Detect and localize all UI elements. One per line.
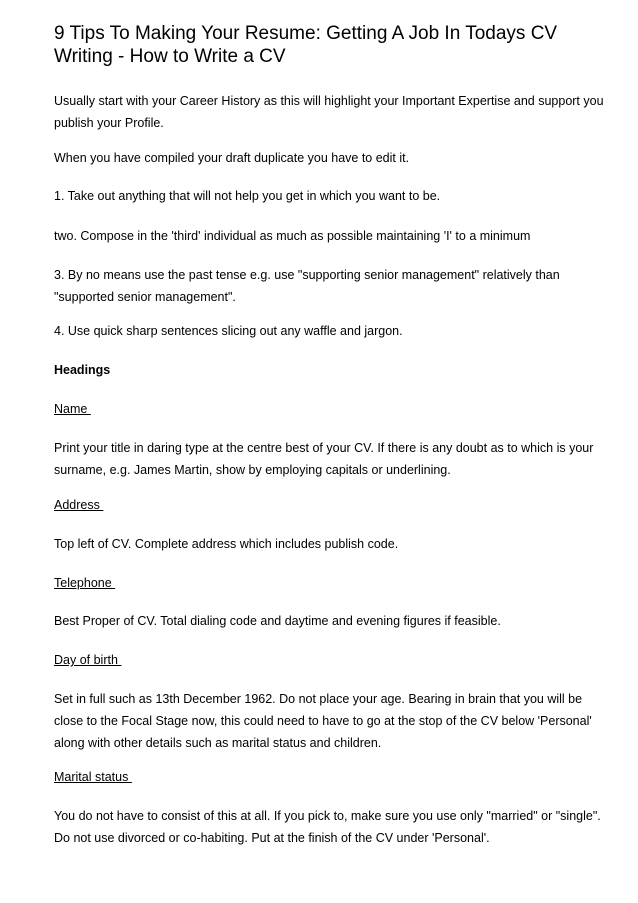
section-text-marital: You do not have to consist of this at all. If you pick to, make sure you use only "married" or "single". Do not use divorced or co-habiting. Put at the finish of the CV under 'Personal'. [54, 809, 601, 845]
section-heading-address [54, 494, 614, 516]
section-text-birth: Set in full such as 13th December 1962. Do not place your age. Bearing in brain that you will be close to the Focal Stage now, this could need to have to go at the stop of the CV below 'Personal' along with other details such as marital status and children. [54, 692, 592, 750]
draft-paragraph: When you have compiled your draft duplicate you have to edit it. [54, 151, 410, 165]
section-text-telephone: Best Proper of CV. Total dialing code and daytime and evening figures if feasible. [54, 614, 501, 628]
section-text-name: Print your title in daring type at the centre best of your CV. If there is any doubt as to which is your surname, e.g. James Martin, show by employing capitals or underlining. [54, 441, 594, 477]
marital-heading-text: Marital status [54, 770, 132, 784]
section-text-address: Top left of CV. Complete address which includes publish code. [54, 537, 399, 551]
address-heading-text: Address [54, 498, 104, 512]
section-heading-birth [54, 649, 614, 671]
intro-paragraph: Usually start with your Career History as this will highlight your Important Expertise and support you publish your Profile. [54, 94, 604, 130]
tip-1: 1. Take out anything that will not help you get in which you want to be. [54, 189, 441, 203]
tip-2: two. Compose in the 'third' individual as much as possible maintaining 'I' to a minimum [54, 229, 531, 243]
tip-3: 3. By no means use the past tense e.g. use "supporting senior management" relatively than "supported senior management". [54, 268, 560, 304]
document-title: 9 Tips To Making Your Resume: Getting A Job In Todays CV Writing - How to Write a CV [54, 23, 558, 67]
headings-label: Headings [54, 363, 111, 377]
section-heading-name [54, 398, 614, 420]
tip-4: 4. Use quick sharp sentences slicing out any waffle and jargon. [54, 324, 403, 338]
section-heading-telephone [54, 572, 614, 594]
telephone-heading-text: Telephone [54, 576, 116, 590]
name-heading-text: Name [54, 402, 91, 416]
birth-heading-text: Day of birth [54, 653, 122, 667]
section-heading-marital [54, 766, 614, 788]
